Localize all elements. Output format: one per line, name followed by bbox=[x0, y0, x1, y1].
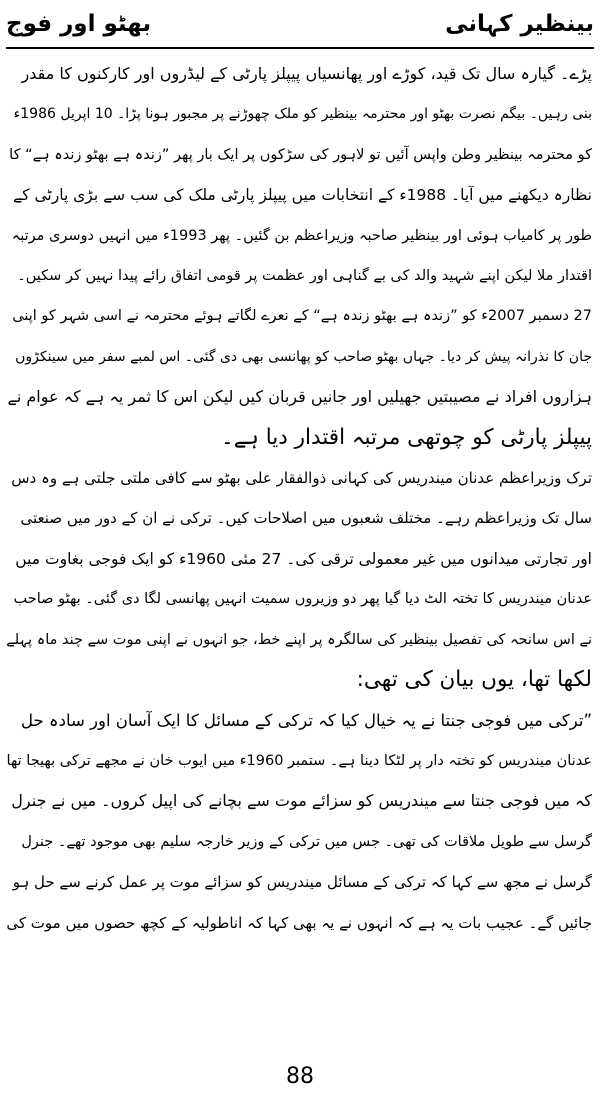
text-line: لکھا تھا، یوں بیان کی تھی: bbox=[356, 667, 592, 693]
text-line: کہ میں فوجی جنتا سے میندریس کو سزائے موت سے بچانے کی اپیل کروں۔ میں نے جنرل bbox=[11, 791, 592, 811]
text-line: عدنان میندریس کو تختہ دار پر لٹکا دینا ہے۔ ستمبر 1960ء میں ایوب خان نے مجھے ترکی بھیجا تھا bbox=[6, 752, 592, 769]
text-line: طور پر کامیاب ہوئی اور بینظیر صاحبہ وزیراعظم بن گئیں۔ پھر 1993ء میں انہیں دوسری مرتبہ bbox=[11, 227, 592, 244]
body-text bbox=[6, 54, 592, 943]
text-line: جائیں گے۔ عجیب بات یہ ہے کہ انہوں نے یہ بھی کہا کہ اناطولیہ کے کچھ حصوں میں موت کی bbox=[6, 913, 592, 932]
text-line: سال تک وزیراعظم رہے۔ مختلف شعبوں میں اصلاحات کیں۔ ترکی نے ان کے دور میں صنعتی bbox=[20, 509, 592, 528]
text-line: نے اس سانحہ کی تفصیل بینظیر کی سالگرہ پر اپنے خط، جو انہوں نے اپنی موت سے چند ماہ پہلے bbox=[6, 631, 592, 648]
text-line: گرسل سے طویل ملاقات کی تھی۔ جس میں ترکی کے وزیر خارجہ سلیم بھی موجود تھے۔ جنرل bbox=[21, 833, 592, 850]
text-line: بنی رہیں۔ بیگم نصرت بھٹو اور محترمہ بینظیر کو ملک چھوڑنے پر مجبور ہونا پڑا۔ 10 اپریل 1986ء bbox=[13, 106, 592, 123]
header-rule bbox=[6, 47, 594, 49]
text-line: کو محترمہ بینظیر وطن واپس آئیں تو لاہور کی سڑکوں پر ایک بار پھر ”زندہ ہے بھٹو زندہ ہے“ کا bbox=[9, 146, 592, 163]
text-line: 27 دسمبر 2007ء کو ”زندہ ہے بھٹو زندہ ہے“ کے نعرے لگاتے ہوئے محترمہ نے اسی شہر کو اپنی bbox=[12, 308, 592, 325]
text-line: ”ترکی میں فوجی جنتا نے یہ خیال کیا کہ ترکی کے مسائل کا ایک آسان اور سادہ حل bbox=[20, 710, 592, 730]
text-line: عدنان میندریس کا تختہ الٹ دیا گیا پھر دو وزیروں سمیت انہیں پھانسی لگا دی گئی۔ بھٹو صاحب bbox=[13, 591, 592, 608]
book-title: بینظیر کہانی bbox=[445, 11, 594, 37]
text-line: ترک وزیراعظم عدنان میندریس کی کہانی ذوالفقار علی بھٹو سے کافی ملتی جلتی ہے وہ دس bbox=[11, 469, 592, 488]
text-line: گرسل نے مجھ سے کہا کہ ترکی کے مسائل میندریس کو سزائے موت پر عمل کرنے سے حل ہو bbox=[12, 873, 592, 892]
text-line: اور تجارتی میدانوں میں غیر معمولی ترقی کی۔ 27 مئی 1960ء کو ایک فوجی بغاوت میں bbox=[15, 549, 592, 568]
text-line: پڑے۔ گیارہ سال تک قید، کوڑے اور پھانسیاں پیپلز پارٹی کے لیڈروں اور کارکنوں کا مقدر bbox=[21, 64, 592, 83]
text-line: اقتدار ملا لیکن اپنے شہید والد کی بے گناہی اور عظمت پر قومی اتفاق رائے پیدا نہیں کر سکیں۔ bbox=[17, 268, 592, 285]
page-number: 88 bbox=[286, 1064, 314, 1089]
text-line: نظارہ دیکھنے میں آیا۔ 1988ء کے انتخابات میں پیپلز پارٹی ملک کی سب سے بڑی پارٹی کے bbox=[13, 186, 592, 205]
page-header bbox=[6, 4, 594, 44]
text-line: ہزاروں افراد نے مصیبتیں جھیلیں اور جانیں قربان کیں لیکن اس کا ثمر یہ ہے کہ عوام نے bbox=[7, 387, 592, 407]
text-line: جان کا نذرانہ پیش کر دیا۔ جہاں بھٹو صاحب کو پھانسی بھی دی گئی۔ اس لمبے سفر میں سینکڑوں bbox=[15, 348, 592, 365]
text-line: پیپلز پارٹی کو چوتھی مرتبہ اقتدار دیا ہے۔ bbox=[221, 424, 592, 450]
chapter-title: بھٹو اور فوج bbox=[6, 11, 152, 37]
